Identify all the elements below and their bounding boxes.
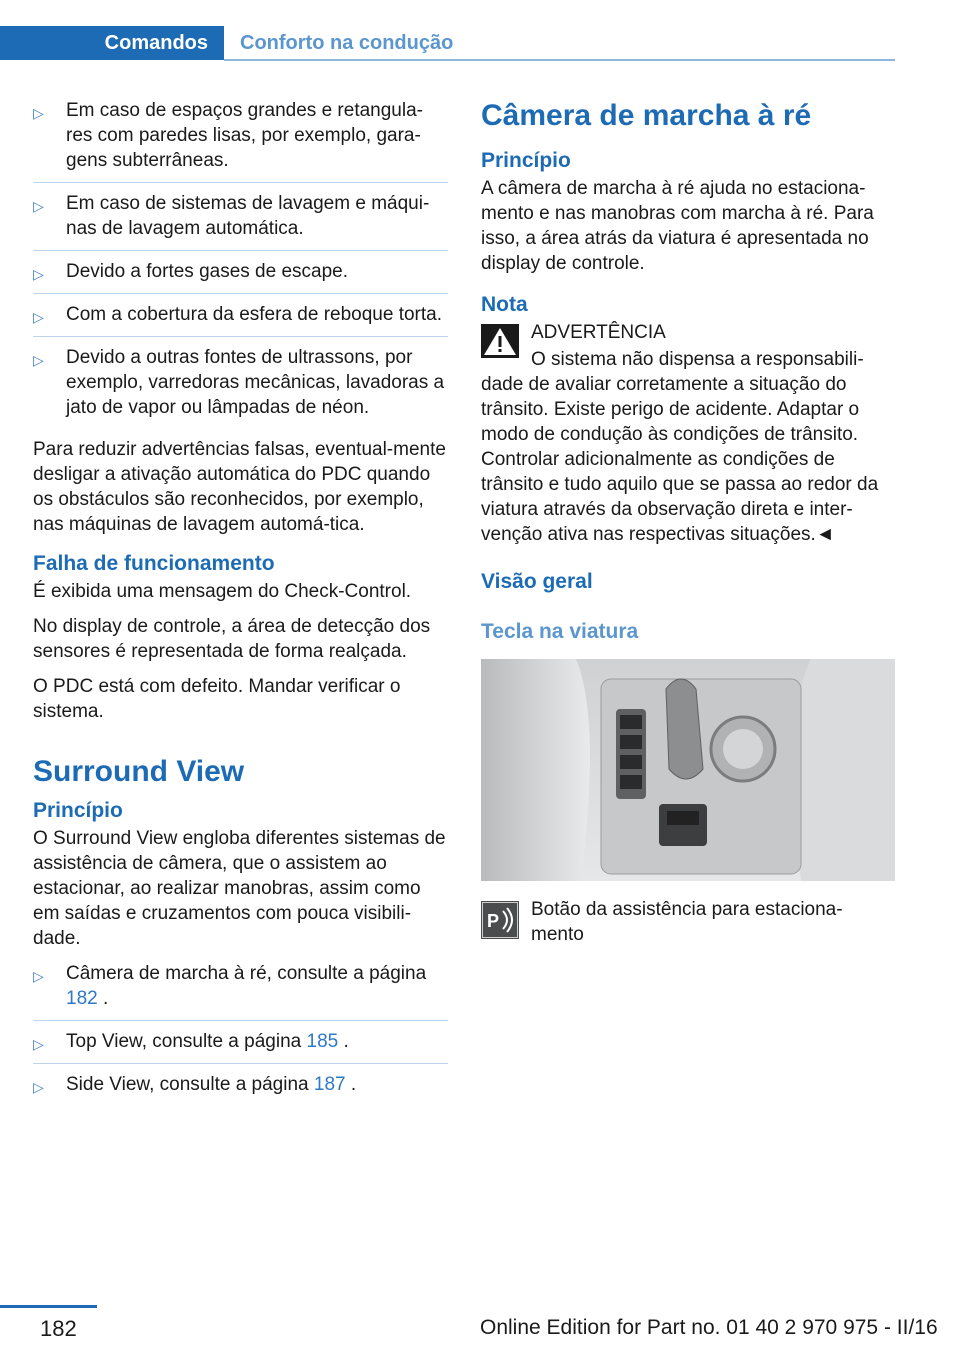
list-item: ▷ Com a cobertura da esfera de reboque torta.	[33, 302, 448, 337]
edition-text: Online Edition for Part no. 01 40 2 970 975 - II/16	[480, 1316, 938, 1339]
warning-block	[481, 320, 895, 547]
list-item: ▷ Side View, consulte a página 187 .	[33, 1072, 448, 1106]
list-item: ▷ Em caso de espaços grandes e retangula‐res com paredes lisas, por exemplo, gara‐gens subterrâneas.	[33, 98, 448, 183]
left-column	[33, 98, 448, 1114]
paragraph: A câmera de marcha à ré ajuda no estaciona‐mento e nas manobras com marcha à ré. Para isso, a área atrás da viatura é apresentada no display de controle.	[481, 178, 874, 274]
paragraph: Para reduzir advertências falsas, eventual‐mente desligar a ativação automática do PDC quando os obstáculos são reconhecidos, por exemplo, nas máquinas de lavagem automá‐tica.	[33, 439, 446, 535]
warning-text-first: O sistema não dispensa a responsabili‐	[531, 349, 864, 370]
triangle-bullet-icon: ▷	[33, 198, 44, 214]
paragraph: O PDC está com defeito. Mandar verificar o sistema.	[33, 676, 401, 722]
button-caption: Botão da assistência para estaciona‐mento	[531, 899, 843, 945]
warning-text: dade de avaliar corretamente a situação do trânsito. Existe perigo de acidente. Adaptar o modo de condução às condições de trânsito. Controlar adicionalmente as condições de trânsito e tudo aquilo que se passa ao redor da viatura através da observação direta e inter‐venção ativa nas respectivas situações.◄	[481, 374, 879, 545]
list-item: ▷ Em caso de sistemas de lavagem e máqui‐nas de lavagem automática.	[33, 191, 448, 251]
footer-divider	[0, 1305, 97, 1308]
section-heading-principle: Princípio	[33, 799, 123, 822]
parking-assistant-button-icon	[481, 901, 519, 939]
page-title-camera: Câmera de marcha à ré	[481, 99, 812, 132]
list-item: ▷ Devido a outras fontes de ultrassons, por exemplo, varredoras mecânicas, lavadoras a jato de vapor ou lâmpadas de néon.	[33, 347, 445, 418]
section-heading-note: Nota	[481, 293, 528, 316]
section-heading-principle: Princípio	[481, 149, 571, 172]
paragraph: É exibida uma mensagem do Check-Control.	[33, 581, 412, 602]
warning-title: ADVERTÊNCIA	[531, 322, 666, 343]
center-console-illustration	[481, 659, 895, 881]
tab-comandos[interactable]: Comandos	[0, 26, 224, 60]
paragraph: O Surround View engloba diferentes sistemas de assistência de câmera, que o assistem ao estacionar, ao realizar manobras, assim como em saídas e cruzamentos com pouca visibili‐dade.	[33, 828, 446, 949]
triangle-bullet-icon: ▷	[33, 105, 44, 121]
triangle-bullet-icon: ▷	[33, 968, 44, 984]
page-title-surround-view: Surround View	[33, 755, 245, 788]
header-divider	[224, 59, 895, 61]
triangle-bullet-icon: ▷	[33, 1036, 44, 1052]
condition-list	[33, 98, 448, 429]
tab-conforto-na-conducao[interactable]: Conforto na condução	[240, 31, 454, 54]
paragraph: No display de controle, a área de detecção dos sensores é representada de forma realçada.	[33, 616, 431, 662]
section-heading-overview: Visão geral	[481, 570, 593, 593]
list-item: ▷ Top View, consulte a página 185 .	[33, 1029, 448, 1064]
page-link[interactable]: 185	[306, 1031, 339, 1052]
triangle-bullet-icon: ▷	[33, 1079, 44, 1095]
triangle-bullet-icon: ▷	[33, 352, 44, 368]
center-console-image	[481, 659, 895, 881]
triangle-bullet-icon: ▷	[33, 266, 44, 282]
right-column	[481, 98, 895, 957]
page-link[interactable]: 182	[66, 988, 98, 1009]
list-item: ▷ Câmera de marcha à ré, consulte a página 182 .	[33, 961, 448, 1021]
page-link[interactable]: 187	[313, 1074, 346, 1095]
section-heading-malfunction: Falha de funcionamento	[33, 552, 275, 575]
button-legend	[481, 897, 895, 957]
warning-icon	[481, 324, 519, 358]
page-header	[0, 26, 895, 62]
svg-text:P: P	[487, 911, 500, 931]
subsection-heading-button: Tecla na viatura	[481, 620, 639, 643]
triangle-bullet-icon: ▷	[33, 309, 44, 325]
list-item: ▷ Devido a fortes gases de escape.	[33, 259, 448, 294]
reference-list	[33, 961, 448, 1106]
page-number: 182	[40, 1316, 77, 1341]
